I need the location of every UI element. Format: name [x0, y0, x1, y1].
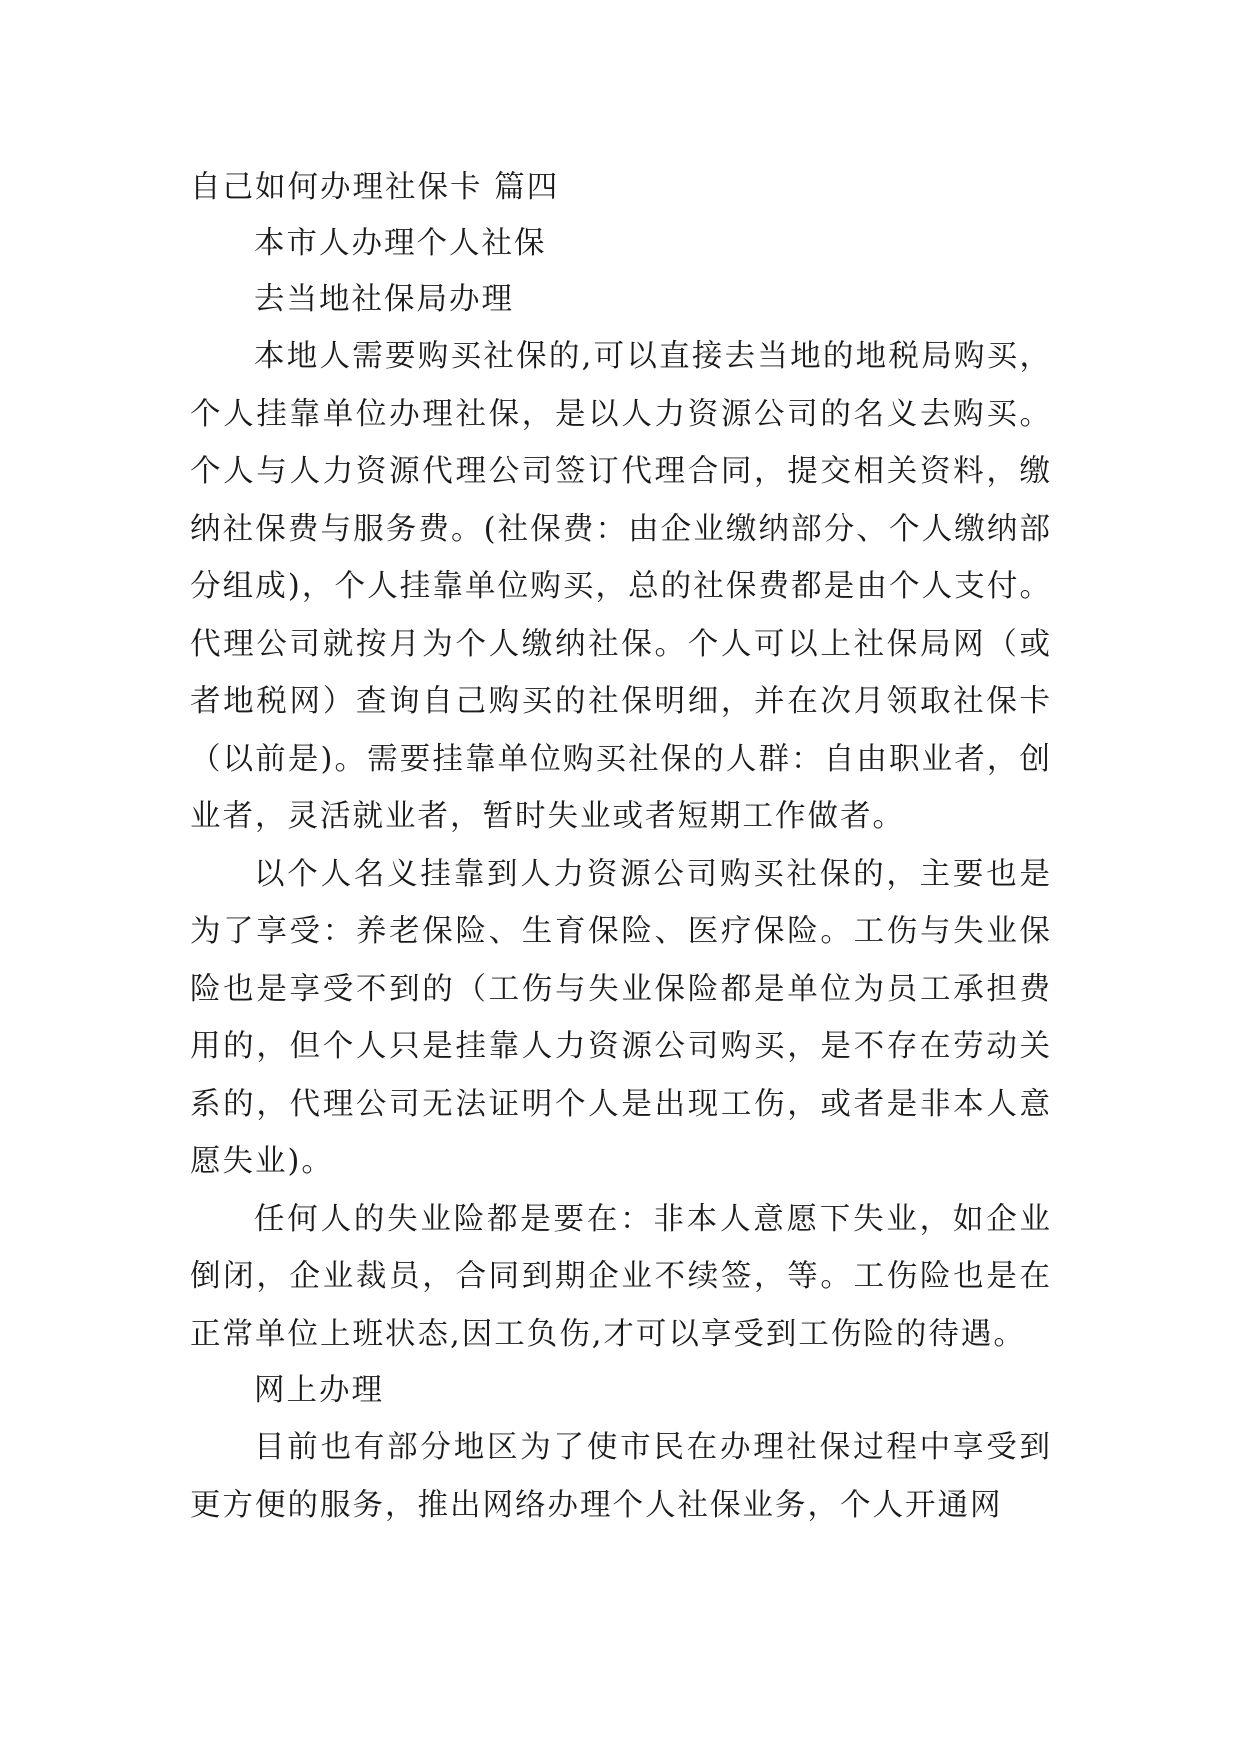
section-heading-local-resident: 本市人办理个人社保 — [254, 226, 547, 261]
document-title: 自己如何办理社保卡 篇四 — [190, 170, 560, 205]
section-heading-social-security-bureau: 去当地社保局办理 — [254, 282, 514, 317]
document-page — [190, 160, 1052, 1534]
paragraph-online-service: 目前也有部分地区为了使市民在办理社保过程中享受到更方便的服务，推出网络办理个人社保业务，个人开通网 — [190, 1430, 1052, 1523]
paragraph-personal-affiliation: 以个人名义挂靠到人力资源公司购买社保的，主要也是为了享受：养老保险、生育保险、医疗保险。工伤与失业保险也是享受不到的（工伤与失业保险都是单位为员工承担费用的，但个人只是挂靠人力资源公司购买，是不存在劳动关系的，代理公司无法证明个人是出现工伤，或者是非本人意愿失业)。 — [190, 856, 1052, 1179]
section-heading-online: 网上办理 — [254, 1373, 384, 1408]
paragraph-unemployment-insurance: 任何人的失业险都是要在：非本人意愿下失业，如企业倒闭，企业裁员，合同到期企业不续签，等。工伤险也是在正常单位上班状态,因工负伤,才可以享受到工伤险的待遇。 — [190, 1201, 1052, 1352]
paragraph-local-purchase: 本地人需要购买社保的,可以直接去当地的地税局购买，个人挂靠单位办理社保，是以人力资源公司的名义去购买。个人与人力资源代理公司签订代理合同，提交相关资料，缴纳社保费与服务费。(社保费：由企业缴纳部分、个人缴纳部分组成)，个人挂靠单位购买，总的社保费都是由个人支付。代理公司就按月为个人缴纳社保。个人可以上社保局网（或者地税网）查询自己购买的社保明细，并在次月领取社保卡（以前是)。需要挂靠单位购买社保的人群：自由职业者，创业者，灵活就业者，暂时失业或者短期工作做者。 — [190, 339, 1052, 834]
